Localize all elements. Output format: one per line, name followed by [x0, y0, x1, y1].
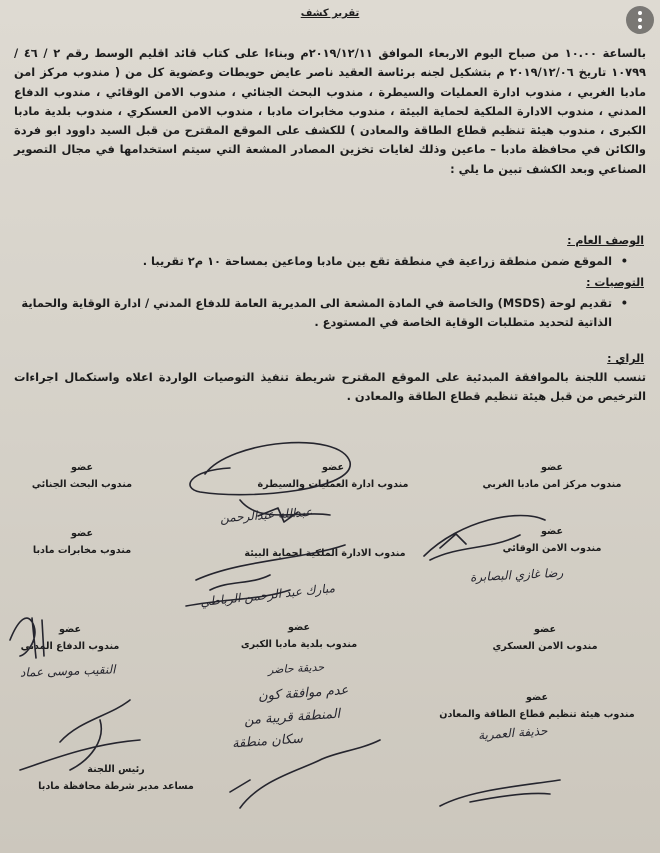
- signatory-role: عضو: [533, 624, 557, 635]
- handwritten-signature-preventive: رضا غازي البصابرة: [469, 565, 564, 585]
- handwritten-signature-civil-defense: النقيب موسى عماد: [19, 662, 116, 680]
- signature-scribble-bottom-middle: [230, 740, 380, 808]
- signatory-role: عضو: [70, 462, 94, 473]
- signatory-member: مندوب الامن العسكري: [492, 641, 598, 652]
- opinion-paragraph: تنسب اللجنة بالموافقة المبدئية على الموقع المقترح شريطة تنفيذ التوصيات الواردة اعلاه واستكمال اجراءات الترخيص من قبل هيئة تنظيم قطاع الطاقة والمعادن .: [14, 370, 646, 404]
- signatory-member: مندوب الادارة الملكية لحماية البيئة: [244, 548, 406, 559]
- signatory-municipality: [224, 622, 374, 650]
- handwritten-note-line-2: عدم موافقة كون: [257, 682, 349, 705]
- general-description-item: • الموقع ضمن منطقة زراعية في منطقة تقع بين مادبا وماعين بمساحة ١٠ م٢ تقريبا .: [20, 252, 630, 271]
- intro-paragraph: بالساعة ١٠.٠٠ من صباح اليوم الاربعاء الموافق ٢٠١٩/١٢/١١م وبناءا على كتاب قائد اقليم الوسط رقم ٢ / ٤٦ / ١٠٧٩٩ تاريخ ٢٠١٩/١٢/٠٦ م بتشكيل لجنه برئاسة العقيد ناصر عايض حويطات وعضوية كل من ( مندوب مركز امن مادبا الغربي ، مندوب ادارة العمليات والسيطرة ، مندوب البحث الجنائي ، مندوب الامن الوقائي ، مندوب الدفاع المدني ، مندوب الادارة الملكية لحماية البيئة ، مندوب مخابرات مادبا ، مندوب الامن العسكري ، مندوب بلدية مادبا الكبرى ، مندوب هيئة تنظيم قطاع الطاقة والمعادن ) للكشف على الموقع المقترح من قبل السيد داوود ابو فردة والكائن في محافظة مادبا – ماعين وذلك لغايات تخزين المصادر المشعة التي سيتم استخدامها في مجال التصوير الصناعي وبعد الكشف تبين ما يلي :: [14, 46, 647, 176]
- handwritten-note-line-1: حديقة حاضر: [267, 660, 325, 677]
- recommendation-item: • تقديم لوحة (MSDS) والخاصة في المادة المشعة الى المديرية العامة للدفاع المدني / ادارة الوقاية والحماية الذاتية لتحديد متطلبات الوقاية الخاصة في المستودع .: [20, 294, 630, 332]
- signatory-preventive-security: [462, 526, 642, 554]
- signatory-operations: [238, 462, 428, 490]
- signatory-role: عضو: [287, 622, 311, 633]
- signatory-member: مندوب بلدية مادبا الكبرى: [240, 639, 358, 650]
- dot: [638, 25, 642, 29]
- signatory-madaba-west: [462, 462, 642, 490]
- signatory-role: عضو: [540, 462, 564, 473]
- signatory-role: عضو: [540, 526, 564, 537]
- signatory-member: مندوب البحث الجنائي: [31, 479, 133, 490]
- signatory-member: مندوب مخابرات مادبا: [32, 545, 132, 556]
- signatory-member: مندوب الامن الوقائي: [502, 543, 602, 554]
- handwritten-note-line-4: سكان منطقة: [231, 731, 304, 752]
- signatory-role: عضو: [525, 692, 549, 703]
- signature-scribble-energy: [440, 780, 560, 806]
- signatory-criminal-investigation: [12, 462, 152, 490]
- handwritten-signature-operations: عبدالله عبدالرحمن: [219, 504, 313, 526]
- signature-scribble-committee-head: [20, 700, 140, 770]
- signatory-member: مساعد مدير شرطة محافظة مادبا: [38, 781, 194, 792]
- signatory-member: مندوب هيئة تنظيم قطاع الطاقة والمعادن: [439, 709, 635, 720]
- opinion-heading: الراي :: [607, 352, 644, 365]
- document-title: تقرير كشف: [300, 8, 360, 19]
- handwritten-signature-environment: مبارك عبد الرحمن الرباطي: [199, 580, 336, 610]
- signatory-military-security: [470, 624, 620, 652]
- signatory-member: مندوب ادارة العمليات والسيطرة: [257, 479, 409, 490]
- signatory-role: عضو: [70, 528, 94, 539]
- recommendations-heading: التوصيات :: [586, 276, 644, 289]
- signatory-energy-regulatory: [432, 692, 642, 720]
- general-description-heading: الوصف العام :: [567, 234, 644, 247]
- signatory-role: عضو: [58, 624, 82, 635]
- handwritten-note-line-3: المنطقة قريبة من: [243, 706, 341, 729]
- signatory-civil-defense: [10, 624, 130, 652]
- signatory-intelligence: [12, 528, 152, 556]
- signatory-role: عضو: [321, 462, 345, 473]
- signatory-environment: [240, 540, 410, 562]
- signatory-member: مندوب مركز امن مادبا الغربي: [482, 479, 622, 490]
- signatory-member: مندوب الدفاع المدني: [20, 641, 120, 652]
- handwritten-signature-energy: حذيفة العمرية: [477, 723, 548, 743]
- signatory-role: رئيس اللجنة: [87, 764, 145, 775]
- signatory-committee-head: [16, 764, 216, 792]
